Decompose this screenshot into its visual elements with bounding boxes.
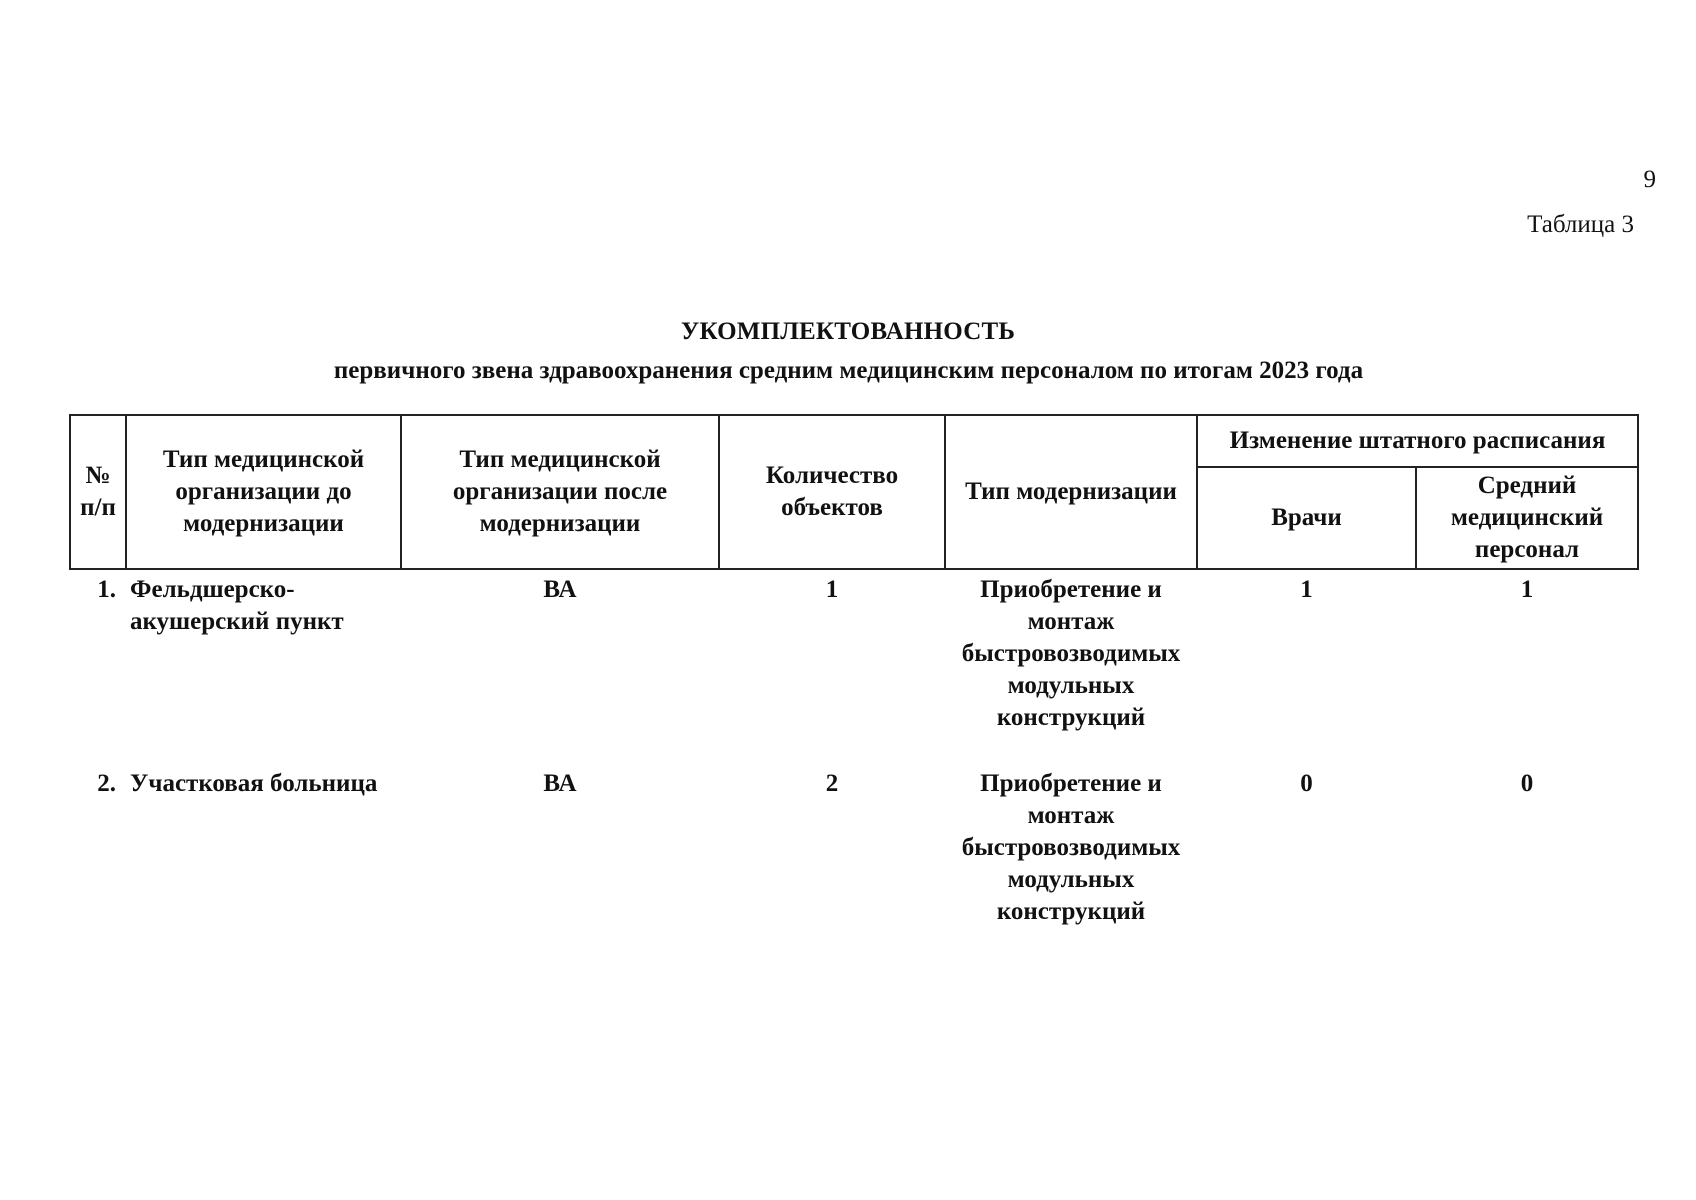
cell-num: 2. bbox=[97, 770, 116, 797]
document-title: УКОМПЛЕКТОВАННОСТЬ bbox=[680, 318, 1016, 345]
cell-modernization: Приобретение и монтаж быстровозводимых модульных конструкций bbox=[961, 770, 1181, 925]
cell-count: 2 bbox=[825, 770, 839, 797]
cell-count: 1 bbox=[825, 576, 839, 603]
cell-type-before: Фельдшерско-акушерский пункт bbox=[130, 576, 344, 635]
table-row bbox=[70, 764, 1638, 948]
table-label: Таблица 3 bbox=[1527, 211, 1634, 238]
header-count: Количество объектов bbox=[719, 415, 945, 569]
header-type-before: Тип медицинской организации до модернизации bbox=[126, 415, 401, 569]
cell-modernization: Приобретение и монтаж быстровозводимых модульных конструкций bbox=[961, 576, 1181, 731]
table-row bbox=[70, 569, 1638, 764]
staffing-table bbox=[69, 414, 1639, 948]
cell-num: 1. bbox=[97, 576, 116, 603]
cell-type-after: ВА bbox=[543, 770, 577, 797]
cell-doctors: 0 bbox=[1300, 770, 1313, 797]
page-number: 9 bbox=[1643, 166, 1656, 193]
header-num: № п/п bbox=[70, 415, 126, 569]
header-nurses: Средний медицинский персонал bbox=[1416, 467, 1638, 569]
header-modernization: Тип модернизации bbox=[945, 415, 1197, 569]
cell-type-before: Участковая больница bbox=[130, 770, 378, 797]
header-staff-change: Изменение штатного расписания bbox=[1197, 415, 1638, 467]
document-subtitle: первичного звена здравоохранения средним медицинским персоналом по итогам 2023 года bbox=[333, 357, 1364, 384]
header-type-after: Тип медицинской организации после модернизации bbox=[401, 415, 719, 569]
cell-doctors: 1 bbox=[1300, 576, 1313, 603]
cell-type-after: ВА bbox=[543, 576, 577, 603]
cell-nurses: 1 bbox=[1520, 576, 1534, 603]
header-doctors: Врачи bbox=[1197, 467, 1416, 569]
cell-nurses: 0 bbox=[1520, 770, 1534, 797]
